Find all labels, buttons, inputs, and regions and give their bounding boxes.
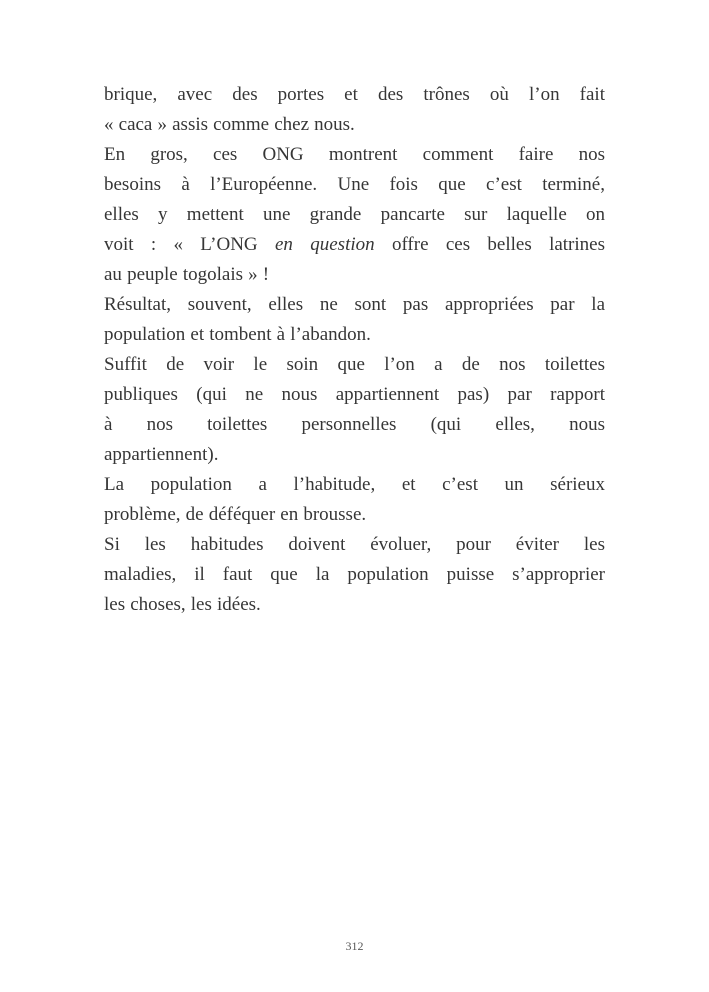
text-segment: offre ces belles latrines	[374, 234, 605, 255]
text-line	[104, 470, 605, 500]
text-segment: Si les habitudes doivent évoluer, pour éviter les	[104, 534, 605, 555]
italic-text-segment: en question	[274, 234, 375, 255]
text-segment: brique, avec des portes et des trônes où l’on fait	[104, 84, 605, 105]
text-line	[104, 200, 605, 230]
text-line	[104, 350, 605, 380]
text-segment: « caca » assis comme chez nous.	[104, 114, 355, 135]
body-text	[104, 80, 605, 620]
text-line	[104, 530, 605, 560]
text-line	[104, 590, 605, 620]
text-line	[104, 320, 605, 350]
text-segment: elles y mettent une grande pancarte sur laquelle on	[104, 204, 605, 225]
text-segment: appartiennent).	[104, 444, 219, 465]
text-segment: au peuple togolais » !	[104, 264, 270, 285]
text-line	[104, 560, 605, 590]
text-line	[104, 500, 605, 530]
page-number: 312	[345, 939, 364, 953]
text-line	[104, 170, 605, 200]
text-line	[104, 230, 605, 260]
text-segment: Résultat, souvent, elles ne sont pas appropriées par la	[104, 294, 605, 315]
text-segment: Suffit de voir le soin que l’on a de nos toilettes	[104, 354, 605, 375]
text-line	[104, 260, 605, 290]
text-line	[104, 440, 605, 470]
text-segment: voit : « L’ONG	[104, 234, 275, 255]
text-segment: besoins à l’Européenne. Une fois que c’est terminé,	[104, 174, 605, 195]
text-line	[104, 410, 605, 440]
text-line	[104, 380, 605, 410]
text-segment: les choses, les idées.	[104, 594, 261, 615]
text-line	[104, 110, 605, 140]
text-line	[104, 80, 605, 110]
text-segment: à nos toilettes personnelles (qui elles, nous	[104, 414, 605, 435]
text-segment: maladies, il faut que la population puisse s’approprier	[104, 564, 605, 585]
text-segment: problème, de déféquer en brousse.	[104, 504, 367, 525]
text-line	[104, 290, 605, 320]
text-segment: En gros, ces ONG montrent comment faire nos	[104, 144, 605, 165]
text-segment: population et tombent à l’abandon.	[104, 324, 371, 345]
text-segment: La population a l’habitude, et c’est un sérieux	[104, 474, 605, 495]
text-line	[104, 140, 605, 170]
text-segment: publiques (qui ne nous appartiennent pas) par rapport	[104, 384, 605, 405]
